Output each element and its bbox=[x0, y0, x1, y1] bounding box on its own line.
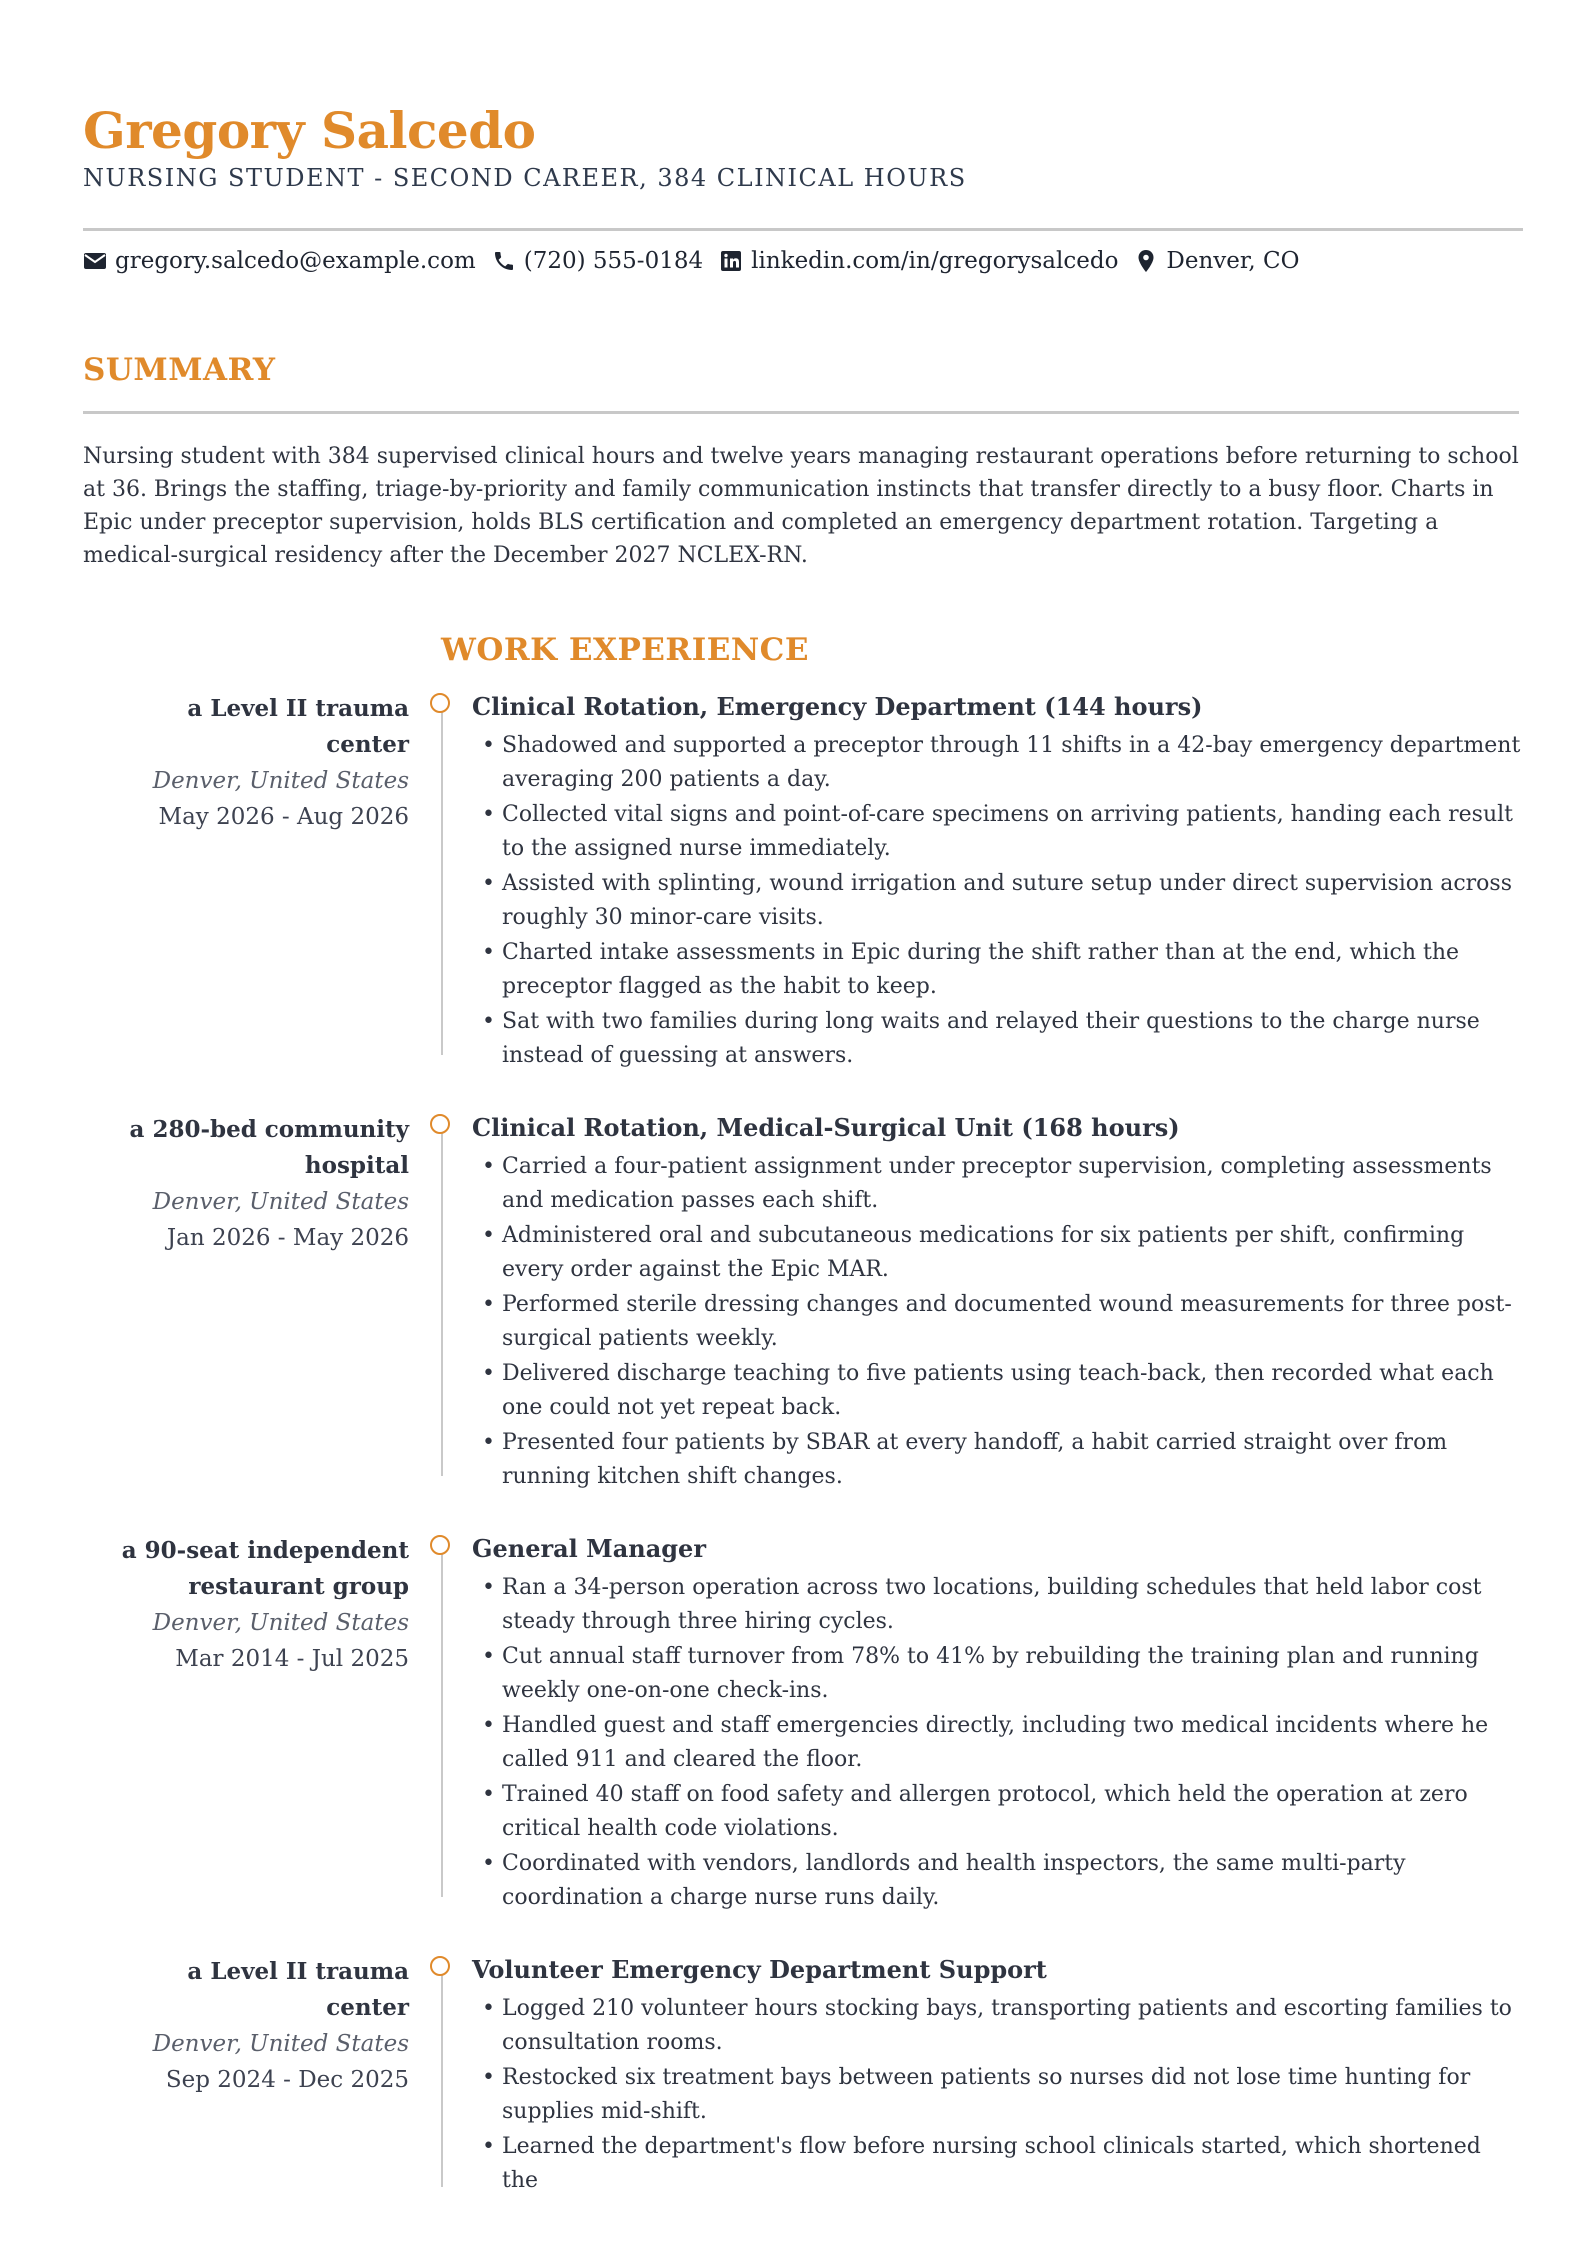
entry-meta bbox=[109, 691, 409, 835]
bullet-item: • Assisted with splinting, wound irrigation and suture setup under direct supervision across roughly 30 minor-care visits. bbox=[472, 867, 1522, 935]
bullet-item: • Trained 40 staff on food safety and allergen protocol, which held the operation at zero critical health code violations. bbox=[472, 1778, 1522, 1846]
entry-company: a 280-bed community hospital bbox=[129, 1116, 409, 1179]
bullet-item: • Presented four patients by SBAR at every handoff, a habit carried straight over from running kitchen shift changes. bbox=[472, 1426, 1522, 1494]
timeline-line bbox=[441, 700, 443, 1055]
entry-job-title: Volunteer Emergency Department Support bbox=[472, 1955, 1047, 1984]
entry-location: Denver, United States bbox=[152, 2031, 409, 2057]
bullet-item: • Logged 210 volunteer hours stocking bays, transporting patients and escorting families to consultation rooms. bbox=[472, 1992, 1522, 2060]
entry-dates: Sep 2024 - Dec 2025 bbox=[165, 2067, 409, 2093]
work-experience-heading: WORK EXPERIENCE bbox=[441, 632, 809, 668]
phone-icon bbox=[492, 249, 516, 273]
bullet-item: • Delivered discharge teaching to five patients using teach-back, then recorded what each one could not yet repeat back. bbox=[472, 1357, 1522, 1425]
entry-dates: Jan 2026 - May 2026 bbox=[166, 1225, 409, 1251]
entry-location: Denver, United States bbox=[152, 1189, 409, 1215]
entry-meta bbox=[109, 1533, 409, 1677]
entry-job-title: Clinical Rotation, Medical-Surgical Unit (168 hours) bbox=[472, 1113, 1180, 1142]
entry-dates: Mar 2014 - Jul 2025 bbox=[175, 1646, 409, 1672]
resume-header bbox=[83, 100, 1523, 192]
entry-company: a Level II trauma center bbox=[187, 695, 409, 758]
timeline-line bbox=[441, 1542, 443, 1897]
bullet-item: • Performed sterile dressing changes and documented wound measurements for three post-surgical patients weekly. bbox=[472, 1288, 1522, 1356]
candidate-role: NURSING STUDENT - SECOND CAREER, 384 CLINICAL HOURS bbox=[83, 164, 967, 192]
entry-bullets bbox=[472, 729, 1522, 1073]
entry-meta bbox=[109, 1954, 409, 2098]
entry-company: a Level II trauma center bbox=[187, 1958, 409, 2021]
entry-bullets bbox=[472, 1150, 1522, 1494]
contact-location bbox=[1134, 248, 1299, 274]
linkedin-icon bbox=[719, 249, 743, 273]
bullet-item: • Sat with two families during long waits and relayed their questions to the charge nurse instead of guessing at answers. bbox=[472, 1005, 1522, 1073]
bullet-item: • Restocked six treatment bays between patients so nurses did not lose time hunting for supplies mid-shift. bbox=[472, 2061, 1522, 2129]
contact-bar bbox=[83, 248, 1315, 274]
contact-linkedin-text: linkedin.com/in/gregorysalcedo bbox=[751, 248, 1119, 274]
entry-location: Denver, United States bbox=[152, 768, 409, 794]
entry-meta bbox=[109, 1112, 409, 1256]
bullet-item: • Handled guest and staff emergencies directly, including two medical incidents where he called 911 and cleared the floor. bbox=[472, 1709, 1522, 1777]
entry-dates: May 2026 - Aug 2026 bbox=[158, 804, 409, 830]
contact-linkedin[interactable] bbox=[719, 248, 1118, 274]
entry-body bbox=[472, 691, 1522, 1074]
header-divider bbox=[83, 228, 1523, 231]
contact-email-text: gregory.salcedo@example.com bbox=[115, 248, 476, 274]
summary-divider bbox=[83, 411, 1519, 414]
contact-email[interactable] bbox=[83, 248, 476, 274]
summary-text: Nursing student with 384 supervised clinical hours and twelve years managing restaurant operations before returning to school at 36. Brings the staffing, triage-by-priority and family communication instincts that transfer directly to a busy floor. Charts in Epic under preceptor supervision, holds BLS certification and completed an emergency department rotation. Targeting a medical-surgical residency after the December 2027 NCLEX-RN. bbox=[83, 444, 1519, 568]
timeline-dot bbox=[430, 1114, 450, 1134]
bullet-item: • Cut annual staff turnover from 78% to 41% by rebuilding the training plan and running weekly one-on-one check-ins. bbox=[472, 1640, 1522, 1708]
entry-bullets bbox=[472, 1992, 1522, 2198]
contact-phone-text: (720) 555-0184 bbox=[523, 248, 704, 274]
bullet-item: • Coordinated with vendors, landlords and health inspectors, the same multi-party coordination a charge nurse runs daily. bbox=[472, 1847, 1522, 1915]
entry-company: a 90-seat independent restaurant group bbox=[121, 1537, 409, 1600]
timeline-line bbox=[441, 1963, 443, 2187]
entry-job-title: General Manager bbox=[472, 1534, 706, 1563]
bullet-item: • Charted intake assessments in Epic during the shift rather than at the end, which the preceptor flagged as the habit to keep. bbox=[472, 936, 1522, 1004]
contact-phone[interactable] bbox=[492, 248, 703, 274]
envelope-icon bbox=[83, 249, 107, 273]
bullet-item: • Learned the department's flow before nursing school clinicals started, which shortened the bbox=[472, 2130, 1522, 2198]
contact-location-text: Denver, CO bbox=[1166, 248, 1300, 274]
entry-body bbox=[472, 1954, 1522, 2199]
bullet-item: • Collected vital signs and point-of-care specimens on arriving patients, handing each result to the assigned nurse immediately. bbox=[472, 798, 1522, 866]
bullet-item: • Ran a 34-person operation across two locations, building schedules that held labor cost steady through three hiring cycles. bbox=[472, 1571, 1522, 1639]
entry-job-title: Clinical Rotation, Emergency Department (144 hours) bbox=[472, 692, 1203, 721]
timeline-dot bbox=[430, 1535, 450, 1555]
entry-location: Denver, United States bbox=[152, 1610, 409, 1636]
entry-bullets bbox=[472, 1571, 1522, 1915]
location-pin-icon bbox=[1134, 249, 1158, 273]
bullet-item: • Shadowed and supported a preceptor through 11 shifts in a 42-bay emergency department averaging 200 patients a day. bbox=[472, 729, 1522, 797]
timeline-dot bbox=[430, 693, 450, 713]
summary-heading: SUMMARY bbox=[83, 352, 276, 388]
bullet-item: • Administered oral and subcutaneous medications for six patients per shift, confirming every order against the Epic MAR. bbox=[472, 1219, 1522, 1287]
candidate-name: Gregory Salcedo bbox=[83, 101, 536, 160]
timeline-dot bbox=[430, 1956, 450, 1976]
entry-body bbox=[472, 1533, 1522, 1916]
bullet-item: • Carried a four-patient assignment under preceptor supervision, completing assessments and medication passes each shift. bbox=[472, 1150, 1522, 1218]
entry-body bbox=[472, 1112, 1522, 1495]
timeline-line bbox=[441, 1121, 443, 1476]
